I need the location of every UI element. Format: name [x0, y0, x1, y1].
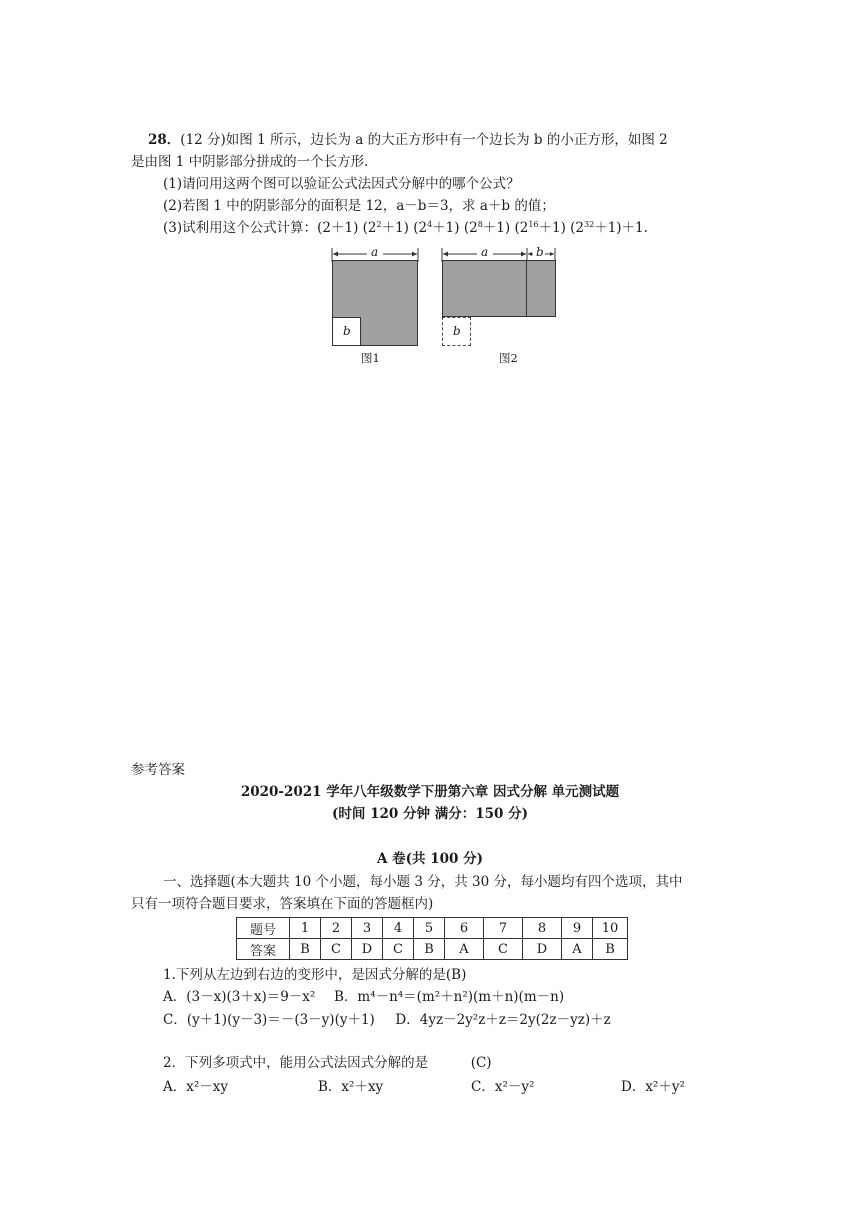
q2-stem: 2．下列多项式中，能用公式法因式分解的是: [163, 1055, 429, 1071]
q2-answer: (C): [470, 1055, 492, 1071]
table-cell: 5: [414, 918, 445, 939]
figure-1: [331, 246, 423, 368]
exponent: 16: [528, 220, 539, 229]
fig1-label-b: b: [343, 324, 351, 338]
q2-option-c: C．x²－y²: [471, 1079, 535, 1095]
fig2-rectangle: [442, 260, 556, 317]
answer-heading: 参考答案: [131, 762, 185, 778]
table-cell: 3: [352, 918, 383, 939]
q1-option-a: A．(3－x)(3＋x)＝9－x²: [163, 989, 316, 1005]
q28-part2: (2)若图 1 中的阴影部分的面积是 12，a－b＝3，求 a＋b 的值；: [163, 198, 555, 214]
table-header-number: 题号: [237, 918, 290, 939]
q1-option-d: D．4yz－2y²z＋z＝2y(2z－yz)＋z: [395, 1012, 611, 1028]
table-cell: 9: [562, 918, 593, 939]
table-cell: C: [321, 939, 352, 960]
fig2-caption: 图2: [499, 351, 518, 365]
q2-option-d: D．x²＋y²: [621, 1079, 685, 1095]
table-cell: D: [352, 939, 383, 960]
q1-options-row1: [163, 988, 564, 1006]
q2-option-b: B．x²＋xy: [318, 1079, 384, 1095]
fig2-label-b: b: [453, 324, 461, 338]
table-cell: D: [523, 939, 562, 960]
fig1-label-a: a: [371, 245, 379, 259]
table-cell: B: [414, 939, 445, 960]
table-cell: A: [445, 939, 484, 960]
table-row: [237, 939, 628, 960]
part1-instructions-line2: 只有一项符合题目要求，答案填在下面的答题框内): [131, 896, 434, 912]
table-cell: B: [593, 939, 628, 960]
q28-part1: (1)请问用这两个图可以验证公式法因式分解中的哪个公式？: [163, 176, 520, 192]
exponent: 4: [427, 220, 433, 229]
table-cell: B: [290, 939, 321, 960]
q28-stem-line2: 是由图 1 中阴影部分拼成的一个长方形.: [131, 154, 369, 170]
table-row: [237, 918, 628, 939]
fig2-label-b-top: b: [536, 245, 544, 259]
answer-table: [236, 917, 628, 960]
q2-option-a: A．x²－xy: [163, 1079, 229, 1095]
q1-option-b: B．m⁴－n⁴＝(m²＋n²)(m＋n)(m－n): [333, 989, 565, 1005]
table-cell: 8: [523, 918, 562, 939]
table-cell: C: [383, 939, 414, 960]
answer-subtitle: (时间 120 分钟 满分：150 分): [332, 806, 528, 822]
table-cell: 2: [321, 918, 352, 939]
section-a-heading: A 卷(共 100 分): [376, 851, 484, 867]
figure-2: [441, 246, 559, 368]
exponent: 8: [477, 220, 483, 229]
q28-number: 28．: [148, 132, 181, 148]
q28-stem-text: (12 分)如图 1 所示，边长为 a 的大正方形中有一个边长为 b 的小正方形，如图 2: [180, 132, 668, 148]
answer-title: 2020-2021 学年八年级数学下册第六章 因式分解 单元测试题: [240, 784, 620, 800]
fig2-label-a: a: [481, 245, 489, 259]
q1-option-c: C．(y＋1)(y－3)＝－(3－y)(y＋1): [163, 1012, 375, 1028]
q1-options-row2: [163, 1011, 611, 1029]
table-cell: C: [484, 939, 523, 960]
q28-stem-line1: [148, 131, 668, 149]
fig1-caption: 图1: [361, 351, 380, 365]
table-cell: 1: [290, 918, 321, 939]
q28-part3: (3)试利用这个公式计算：(2＋1) $(2^2+1)$ $(2^4+1)$ $(2^8+1)$ $(2^{16}+1)$ $(2^{32}+1)+1$.: [163, 220, 648, 236]
q1-stem: 1.下列从左边到右边的变形中，是因式分解的是(B): [163, 967, 467, 983]
exponent: 2: [376, 220, 382, 229]
fig2-divider: [526, 260, 527, 317]
q28-part3-prefix: (3)试利用这个公式计算：(2＋1) (2: [163, 220, 377, 236]
table-cell: 10: [593, 918, 628, 939]
table-cell: 4: [383, 918, 414, 939]
table-cell: A: [562, 939, 593, 960]
exponent: 32: [584, 220, 595, 229]
table-header-answer: 答案: [237, 939, 290, 960]
table-cell: 7: [484, 918, 523, 939]
part1-instructions-line1: 一、选择题(本大题共 10 个小题，每小题 3 分，共 30 分，每小题均有四个选项，其中: [163, 874, 683, 890]
q2-stem-line: [163, 1054, 492, 1072]
table-cell: 6: [445, 918, 484, 939]
